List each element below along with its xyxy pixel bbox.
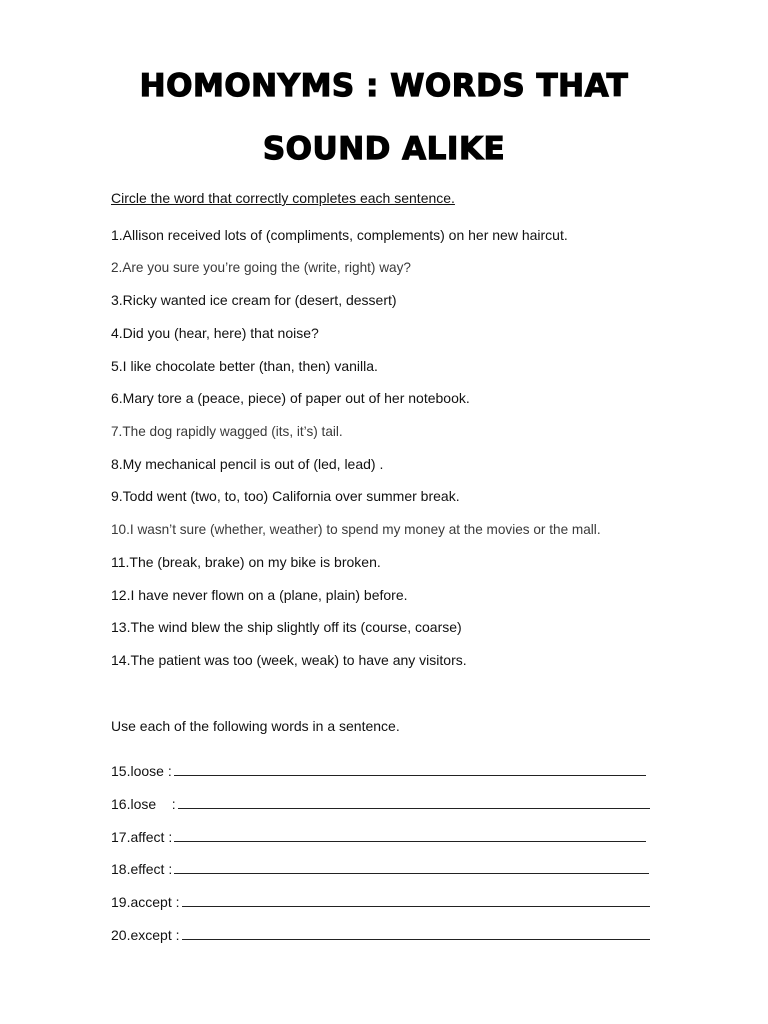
sentence-item-16 bbox=[111, 796, 650, 812]
question-8: 8.My mechanical pencil is out of (led, lead) . bbox=[111, 456, 384, 472]
sentence-item-20 bbox=[111, 927, 650, 943]
question-13: 13.The wind blew the ship slightly off its (course, coarse) bbox=[111, 619, 462, 635]
question-6: 6.Mary tore a (peace, piece) of paper out of her notebook. bbox=[111, 390, 470, 406]
sentence-item-label: 15.loose : bbox=[111, 763, 172, 779]
sentence-item-label: 19.accept : bbox=[111, 894, 180, 910]
page-title-line-1: HOMONYMS : WORDS THAT bbox=[139, 68, 629, 104]
question-3: 3.Ricky wanted ice cream for (desert, dessert) bbox=[111, 292, 397, 308]
sentence-item-18 bbox=[111, 861, 649, 877]
sentence-item-label: 20.except : bbox=[111, 927, 180, 943]
question-2: 2.Are you sure you’re going the (write, right) way? bbox=[111, 260, 411, 275]
answer-line[interactable] bbox=[174, 829, 646, 842]
question-5: 5.I like chocolate better (than, then) vanilla. bbox=[111, 358, 378, 374]
question-1: 1.Allison received lots of (compliments, complements) on her new haircut. bbox=[111, 227, 568, 243]
question-9: 9.Todd went (two, to, too) California over summer break. bbox=[111, 488, 460, 504]
question-4: 4.Did you (hear, here) that noise? bbox=[111, 325, 319, 341]
sentence-item-19 bbox=[111, 894, 650, 910]
answer-line[interactable] bbox=[174, 861, 649, 874]
sentence-item-label: 17.affect : bbox=[111, 829, 173, 845]
question-10: 10.I wasn’t sure (whether, weather) to spend my money at the movies or the mall. bbox=[111, 522, 601, 537]
question-7: 7.The dog rapidly wagged (its, it’s) tail. bbox=[111, 424, 343, 439]
section2-instruction: Use each of the following words in a sentence. bbox=[111, 718, 400, 734]
question-12: 12.I have never flown on a (plane, plain) before. bbox=[111, 587, 408, 603]
question-14: 14.The patient was too (week, weak) to have any visitors. bbox=[111, 652, 467, 668]
sentence-item-label: 18.effect : bbox=[111, 861, 173, 877]
answer-line[interactable] bbox=[174, 763, 646, 776]
section1-instruction: Circle the word that correctly completes each sentence. bbox=[111, 190, 455, 206]
sentence-item-15 bbox=[111, 763, 646, 779]
answer-line[interactable] bbox=[178, 796, 650, 809]
page-title-line-2: SOUND ALIKE bbox=[262, 131, 506, 167]
sentence-item-17 bbox=[111, 829, 646, 845]
sentence-item-label: 16.lose : bbox=[111, 796, 176, 812]
answer-line[interactable] bbox=[182, 927, 650, 940]
question-11: 11.The (break, brake) on my bike is broken. bbox=[111, 554, 381, 570]
answer-line[interactable] bbox=[182, 894, 650, 907]
